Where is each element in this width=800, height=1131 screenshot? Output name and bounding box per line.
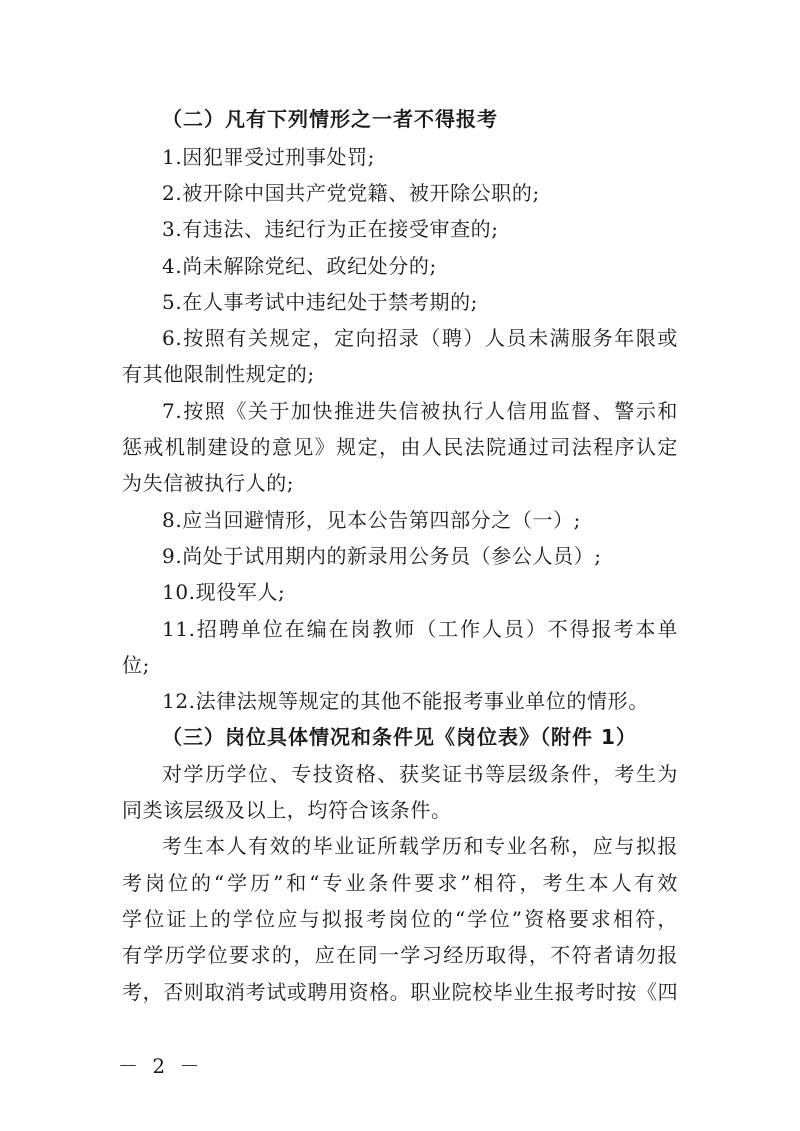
list-item: 10.现役军人;: [162, 580, 286, 604]
list-item: 3.有违法、违纪行为正在接受审查的;: [162, 217, 499, 241]
paragraph-line: 对学历学位、专技资格、获奖证书等层级条件，考生为: [162, 762, 678, 786]
paragraph-line: 考，否则取消考试或聘用资格。职业院校毕业生报考时按《四: [122, 980, 679, 1004]
list-item: 9.尚处于试用期内的新录用公务员（参公人员）;: [162, 544, 602, 568]
paragraph-line: 考岗位的“学历”和“专业条件要求”相符，考生本人有效: [122, 871, 678, 895]
paragraph-line: 学位证上的学位应与拟报考岗位的“学位”资格要求相符，: [122, 907, 678, 931]
list-item-continuation: 位;: [122, 653, 150, 677]
list-item-continuation: 有其他限制性规定的;: [122, 362, 315, 386]
list-item: 8.应当回避情形，见本公告第四部分之（一）;: [162, 508, 582, 532]
list-item: 6.按照有关规定，定向招录（聘）人员未满服务年限或: [162, 326, 678, 350]
list-item: 11.招聘单位在编在岗教师（工作人员）不得报考本单: [162, 617, 678, 641]
section3-heading: （三）岗位具体情况和条件见《岗位表》（附件 1）: [162, 725, 637, 749]
list-item-continuation: 为失信被执行人的;: [122, 471, 295, 495]
list-item: 7.按照《关于加快推进失信被执行人信用监督、警示和: [162, 399, 678, 423]
section2-heading: （二）凡有下列情形之一者不得报考: [162, 107, 498, 131]
list-item: 4.尚未解除党纪、政纪处分的;: [162, 254, 437, 278]
paragraph-line: 有学历学位要求的，应在同一学习经历取得，不符者请勿报: [122, 943, 678, 967]
list-item: 2.被开除中国共产党党籍、被开除公职的;: [162, 181, 540, 205]
paragraph-line: 同类该层级及以上，均符合该条件。: [122, 798, 452, 822]
page-number: － 2 －: [118, 1054, 204, 1078]
paragraph-line: 考生本人有效的毕业证所载学历和专业名称，应与拟报: [162, 834, 678, 858]
list-item: 5.在人事考试中违纪处于禁考期的;: [162, 290, 479, 314]
list-item: 12.法律法规等规定的其他不能报考事业单位的情形。: [162, 689, 649, 713]
list-item-continuation: 惩戒机制建设的意见》规定，由人民法院通过司法程序认定: [122, 435, 678, 459]
list-item: 1.因犯罪受过刑事处罚;: [162, 145, 376, 169]
